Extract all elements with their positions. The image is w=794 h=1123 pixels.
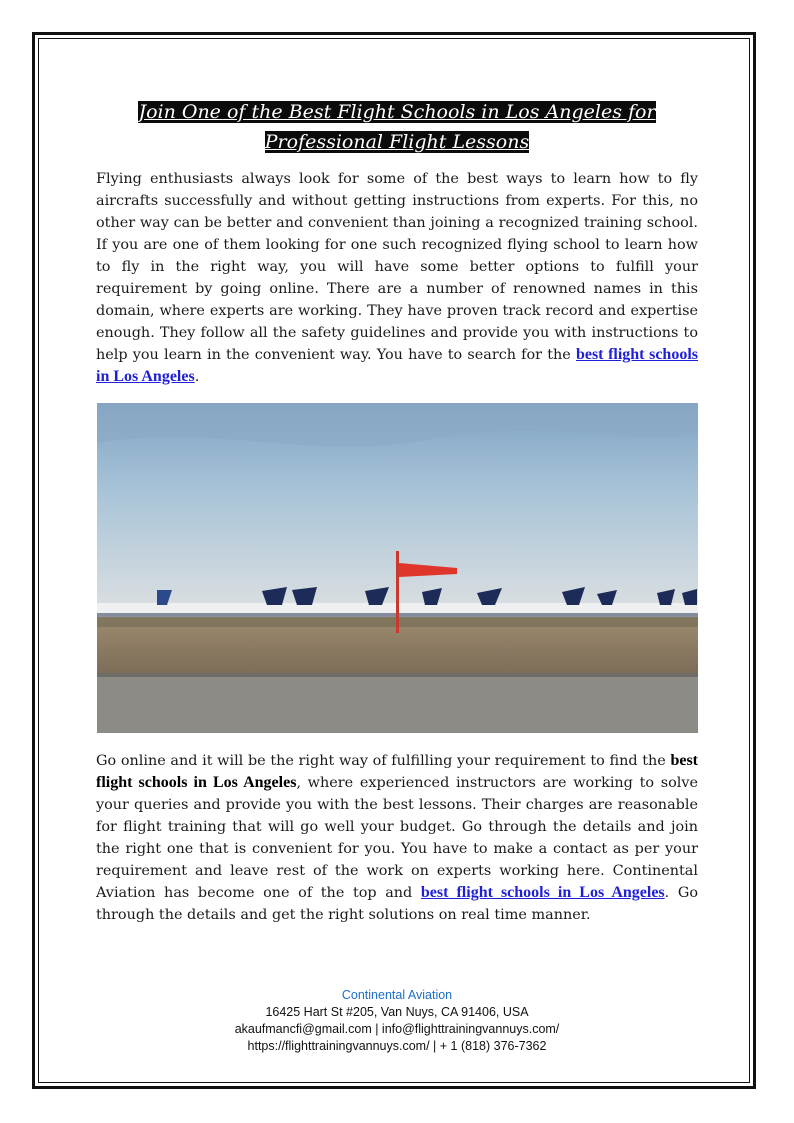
title-line-1: Join One of the Best Flight Schools in Los Angeles for <box>138 101 656 123</box>
best-flight-schools-link-1[interactable]: best flight schools in Los Angeles <box>96 346 698 385</box>
airfield-photo <box>97 403 698 733</box>
best-flight-schools-bold: best flight schools in Los Angeles <box>96 752 698 791</box>
footer-address: 16425 Hart St #205, Van Nuys, CA 91406, USA <box>265 1005 529 1019</box>
body-end: . Go through the details and get the right solutions on real time manner. <box>96 885 698 923</box>
intro-paragraph <box>96 168 698 388</box>
footer <box>96 987 698 1055</box>
runway <box>97 673 698 733</box>
best-flight-schools-link-2[interactable]: best flight schools in Los Angeles <box>420 884 665 901</box>
body-paragraph <box>96 750 698 926</box>
intro-end: . <box>194 369 200 385</box>
title-line-2: Professional Flight Lessons <box>264 131 530 153</box>
body-middle: , where experienced instructors are working to solve your queries and provide you with the best lessons. Their charges are reasonable for flight training that will go well your budget. Go through the details and join the right one that is convenient for you. You have to make a contact as per your requirement and leave rest of the work on experts working here. Continental Aviation has become one of the top and <box>96 775 698 901</box>
footer-company: Continental Aviation <box>341 988 453 1002</box>
page-title <box>96 97 698 157</box>
footer-web-phone[interactable]: https://flighttrainingvannuys.com/ | + 1 (818) 376-7362 <box>247 1039 547 1053</box>
intro-text: Flying enthusiasts always look for some of the best ways to learn how to fly aircrafts successfully and without getting instructions from experts. For this, no other way can be better and convenient than joining a recognized training school. If you are one of them looking for one such recognized flying school to learn how to fly in the right way, you will have some better options to fulfill your requirement by going online. There are a number of renowned names in this domain, where experts are working. They have proven track record and expertise enough. They follow all the safety guidelines and provide you with instructions to help you learn in the convenient way. You have to search for the <box>96 171 698 363</box>
footer-emails[interactable]: akaufmancfi@gmail.com | info@flighttrainingvannuys.com/ <box>234 1022 560 1036</box>
body-start: Go online and it will be the right way of fulfilling your requirement to find the <box>96 753 671 769</box>
